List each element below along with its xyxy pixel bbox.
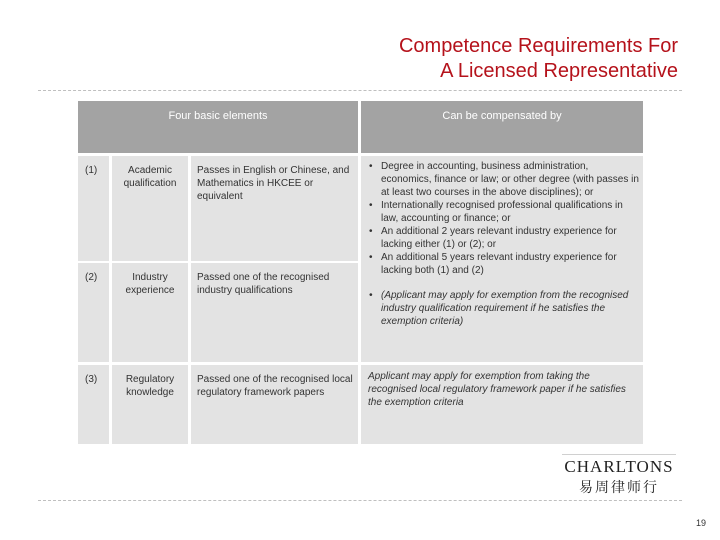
row-3-compensation: Applicant may apply for exemption from taking the recognised local regulatory framework paper if he satisfies the exemption criteria <box>361 365 643 444</box>
logo-rule <box>562 454 676 455</box>
compensation-bullet-list <box>367 160 639 328</box>
row-1-element: Academic qualification <box>112 156 188 261</box>
row-1-number: (1) <box>78 156 109 261</box>
row-3-description: Passed one of the recognised local regulatory framework papers <box>191 365 358 444</box>
top-divider <box>38 90 682 91</box>
row-2-element: Industry experience <box>112 263 188 362</box>
slide-title-line-2: A Licensed Representative <box>440 60 678 82</box>
row-3-number: (3) <box>78 365 109 444</box>
row-1-description: Passes in English or Chinese, and Mathematics in HKCEE or equivalent <box>191 156 358 261</box>
header-can-be-compensated-by: Can be compensated by <box>361 101 643 153</box>
header-four-basic-elements: Four basic elements <box>78 101 358 153</box>
row-2-description: Passed one of the recognised industry qualifications <box>191 263 358 362</box>
page-number: 19 <box>695 518 706 528</box>
charltons-logo <box>557 452 681 498</box>
slide-title <box>218 34 678 84</box>
logo-wordmark: CHARLTONS <box>564 457 674 476</box>
slide-title-line-1: Competence Requirements For <box>398 35 678 57</box>
compensation-bullet: • Internationally recognised professional qualifications in law, accounting or finance; or <box>367 199 639 225</box>
row-2-number: (2) <box>78 263 109 362</box>
compensation-bullet: • An additional 5 years relevant industry experience for lacking both (1) and (2) <box>367 251 639 277</box>
exemption-note-bullet: • (Applicant may apply for exemption from the recognised industry qualification requirement if he satisfies the exemption criteria) <box>367 289 639 328</box>
compensation-bullet: • Degree in accounting, business administration, economics, finance or law; or other degree (with passes in at least two courses in the above disciplines); or <box>367 160 639 199</box>
compensation-bullet: • An additional 2 years relevant industry experience for lacking either (1) or (2); or <box>367 225 639 251</box>
row-3-element: Regulatory knowledge <box>112 365 188 444</box>
bottom-divider <box>38 500 682 501</box>
logo-chinese-name: 易周律师行 <box>579 480 659 496</box>
compensation-cell-rows-1-2 <box>361 156 643 362</box>
